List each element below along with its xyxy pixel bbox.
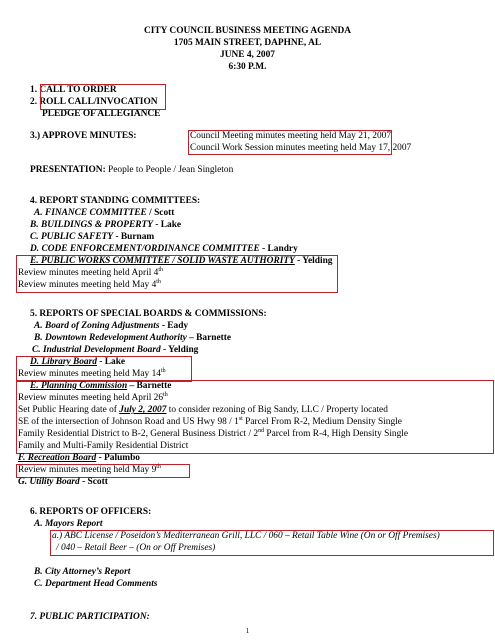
minutes-item: Council Work Session minutes meeting held May 17, 2007 (190, 143, 412, 153)
committee-label: D. CODE ENFORCEMENT/ORDINANCE COMMITTEE (30, 244, 260, 254)
license-item: / 040 – Retail Beer – (On or Off Premises) (56, 543, 216, 553)
highlight-box (16, 380, 494, 454)
board-label: A. Board of Zoning Adjustments (34, 321, 160, 331)
highlight-box (188, 130, 392, 155)
review-minutes-text: Review minutes meeting held May 14 (18, 369, 161, 379)
review-minutes-text: Review minutes meeting held May 9 (18, 465, 157, 475)
officers-heading: 6. REPORTS OF OFFICERS: (30, 507, 152, 517)
review-minutes-text: Review minutes meeting held May 4 (18, 280, 157, 290)
board-member: - Scott (82, 477, 108, 487)
committee-member: - Landry (262, 244, 298, 254)
roll-call: 2. ROLL CALL/INVOCATION (30, 97, 158, 107)
call-to-order: 1. CALL TO ORDER (30, 85, 117, 95)
committee-member: - Yelding (297, 256, 333, 266)
highlight-box (16, 356, 192, 382)
board-member: - Palumbo (98, 453, 140, 463)
committee-label: B. BUILDINGS & PROPERTY (30, 220, 153, 230)
agenda-date: JUNE 4, 2007 (220, 50, 275, 60)
board-member: - Eady (161, 321, 189, 331)
board-label: G. Utility Board (18, 477, 80, 487)
mayors-report: A. Mayors Report (34, 519, 103, 529)
highlight-box (16, 255, 338, 293)
committee-label: E. PUBLIC WORKS COMMITTEE / SOLID WASTE AUTHORITY (30, 256, 295, 266)
review-minutes-text: Review minutes meeting held April 4 (18, 268, 159, 278)
committee-member: - Burnam (115, 232, 155, 242)
agenda-page: CITY COUNCIL BUSINESS MEETING AGENDA 1705 MAIN STREET, DAPHNE, AL JUNE 4, 2007 6:30 P.M. 1. CALL TO ORDER 2. ROLL CALL/INVOCATION PLEDGE OF ALLEGIANCE 3.) APPROVE MINUTES: Council Meeting minutes meeting held May 21, 2007 Council Work Session minutes meeting held May 17, 2007 PRESENTATION: People to People / Jean Singleton 4. REPORT STANDING COMMITTEES: A. FINANCE COMMITTEE / Scott B. BUILDINGS & PROPERTY - Lake C. PUBLIC SAFETY - Burnam D. CODE ENFORCEMENT/ORDINANCE COMMITTEE - Landry E. PUBLIC WORKS COMMITTEE / SOLID WASTE AUTHORITY - Yelding Review minutes meeting held April 4th Review minutes meeting held May 4th 5. REPORTS OF SPECIAL BOARDS & COMMISSIONS: A. Board of Zoning Adjustments - Eady B. Downtown Redevelopment Authority – Barnette C. Industrial Development Board - Yelding D. Library Board - Lake Review minutes meeting held May 14th E. Planning Commission – Barnette Review minutes meeting held April 26th Set Public Hearing date of July 2, 2007 to consider rezoning of Big Sandy, LLC / Property located SE of the intersection of Johnson Road and US Hwy 98 / 1st Parcel From R-2, Medium Density Single Family Residential District to B-2, General Business District / 2nd Parcel from R-4, High Density Single Family and Multi-Family Residential District F. Recreation Board - Palumbo Review minutes meeting held May 9th G. Utility Board - Scott 6. REPORTS OF OFFICERS: A. Mayors Report a.) ABC License / Poseidon’s Mediterranean Grill, LLC / 060 – Retail Table Wine (On or Off Premises) / 040 – Retail Beer – (On or Off Premises) B. City Attorney’s Report C. Department Head Comments 7. PUBLIC PARTICIPATION: 1 (0, 0, 495, 640)
board-label: E. Planning Commission (30, 381, 128, 391)
presentation-text: People to People / Jean Singleton (108, 165, 234, 175)
review-minutes-text: Review minutes meeting held April 26 (18, 393, 164, 403)
committee-member: - Lake (155, 220, 182, 230)
board-member: - Lake (99, 357, 126, 367)
pledge: PLEDGE OF ALLEGIANCE (42, 109, 161, 119)
license-item: a.) ABC License / Poseidon’s Mediterranean Grill, LLC / 060 – Retail Table Wine (On or Off Premises) (52, 531, 440, 541)
agenda-title: CITY COUNCIL BUSINESS MEETING AGENDA (144, 26, 351, 36)
public-participation: 7. PUBLIC PARTICIPATION: (30, 612, 150, 622)
presentation-label: PRESENTATION: (30, 165, 106, 175)
board-member: – Barnette (129, 381, 172, 391)
boards-heading: 5. REPORTS OF SPECIAL BOARDS & COMMISSIONS: (30, 309, 267, 319)
agenda-address: 1705 MAIN STREET, DAPHNE, AL (173, 38, 322, 48)
board-label: B. Downtown Redevelopment Authority (34, 333, 187, 343)
board-member: – Barnette (189, 333, 232, 343)
board-label: F. Recreation Board (18, 453, 97, 463)
board-label: D. Library Board (30, 357, 97, 367)
highlight-box (16, 464, 190, 478)
hearing-date: July 2, 2007 (119, 405, 167, 415)
board-member: - Yelding (163, 345, 199, 355)
hearing-text: Family and Multi-Family Residential District (18, 441, 189, 451)
city-attorney-report: B. City Attorney’s Report (34, 567, 131, 577)
approve-minutes-label: 3.) APPROVE MINUTES: (30, 131, 137, 141)
highlight-box (40, 84, 166, 110)
minutes-item: Council Meeting minutes meeting held May 21, 2007 (190, 131, 392, 141)
agenda-time: 6:30 P.M. (228, 62, 267, 72)
highlight-box (50, 530, 494, 556)
committee-label: C. PUBLIC SAFETY (30, 232, 114, 242)
committee-member: / Scott (149, 208, 175, 218)
committee-label: A. FINANCE COMMITTEE (34, 208, 147, 218)
standing-heading: 4. REPORT STANDING COMMITTEES: (30, 196, 201, 206)
board-label: C. Industrial Development Board (32, 345, 161, 355)
department-head-comments: C. Department Head Comments (34, 579, 158, 589)
page-number: 1 (245, 627, 250, 635)
